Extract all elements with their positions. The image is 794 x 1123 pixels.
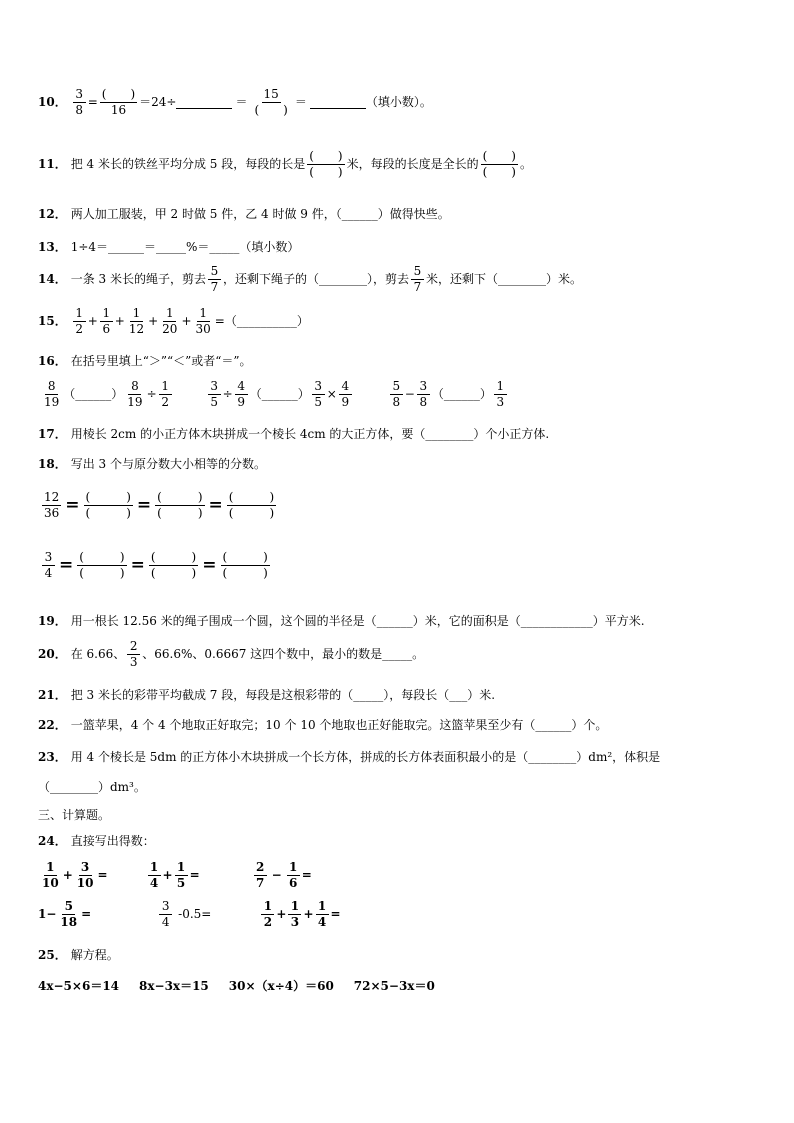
answer-fraction-blank[interactable]: $\frac{( )}{( )}$ — [228, 490, 275, 520]
fraction: $\frac{3}{4}$ — [42, 551, 55, 579]
question-25-equations — [38, 979, 754, 993]
fraction: $\frac{4}{9}$ — [339, 380, 352, 408]
question-number: 12． — [38, 207, 67, 221]
question-number: 14． — [38, 271, 67, 286]
question-25: 25． 解方程。 — [38, 948, 119, 962]
question-24-row-2: 1− $\frac{5}{18}$ = $\frac{3}{4}$ -0.5= $\frac{1}{2}$ + $\frac{1}{3}$ + $\frac{1}{4}$ = — [38, 899, 341, 929]
fraction: $\frac{1}{2}$ — [159, 380, 172, 408]
fraction: $\frac{3}{8}$ — [73, 88, 86, 116]
fraction: $\frac{( )}{16}$ — [101, 87, 136, 117]
fraction: $\frac{8}{19}$ — [127, 379, 143, 409]
fraction: $\frac{1}{6}$ — [100, 307, 113, 335]
fraction: $\frac{1}{20}$ — [162, 306, 178, 336]
fraction: $\frac{1}{3}$ — [494, 380, 507, 408]
equation: 72×5−3x＝0 — [353, 979, 435, 993]
question-12: 12． 两人加工服装，甲 2 时做 5 件，乙 4 时做 9 件，（______）做得快些。 — [38, 207, 450, 221]
question-number: 24． — [38, 834, 67, 848]
question-24-row-1: $\frac{1}{10}$ + $\frac{3}{10}$ = $\frac{1}{4}$ + $\frac{1}{5}$ = $\frac{2}{7}$ − $\frac{1}{6}$ = — [42, 860, 312, 890]
question-23: 23． 用 4 个棱长是 5dm 的正方体小木块拼成一个长方体，拼成的长方体表面积最小的是（________）dm²，体积是 — [38, 750, 661, 764]
fraction: $\frac{1}{4}$ — [148, 861, 161, 889]
equation: 4x−5×6＝14 — [38, 979, 120, 993]
question-number: 15． — [38, 313, 67, 328]
question-18-row-1: $\frac{12}{36}$ = $\frac{( )}{( )}$ = $\frac{( )}{( )}$ = $\frac{( )}{( )}$ — [44, 490, 275, 520]
fraction: $\frac{2}{7}$ — [254, 861, 267, 889]
fraction: $\frac{5}{7}$ — [411, 265, 424, 293]
fraction: $\frac{8}{19}$ — [44, 379, 60, 409]
question-16: 16． 在括号里填上“＞”“＜”或者“＝”。 — [38, 354, 252, 368]
question-number: 17． — [38, 427, 67, 441]
question-22: 22． 一篮苹果，4 个 4 个地取正好取完；10 个 10 个地取也正好能取完。这篮苹果至少有（______）个。 — [38, 718, 608, 732]
fraction: $\frac{1}{5}$ — [175, 861, 188, 889]
equation: 8x−3x＝15 — [139, 979, 209, 993]
answer-fraction-blank[interactable]: $\frac{( )}{( )}$ — [85, 490, 131, 520]
fraction: $\frac{5}{7}$ — [208, 265, 221, 293]
fraction: $\frac{3}{4}$ — [159, 900, 172, 928]
fraction: $\frac{3}{10}$ — [76, 860, 94, 890]
fraction: $\frac{3}{5}$ — [312, 380, 325, 408]
question-number: 22． — [38, 718, 67, 732]
question-19: 19． 用一根长 12.56 米的绳子围成一个圆，这个圆的半径是（______）米，它的面积是（____________）平方米. — [38, 614, 645, 628]
answer-fraction-blank[interactable]: $\frac{( )}{( )}$ — [482, 149, 516, 179]
fraction: $\frac{1}{12}$ — [128, 306, 145, 336]
answer-fraction-blank[interactable]: $\frac{( )}{( )}$ — [79, 550, 125, 580]
question-number: 25． — [38, 948, 67, 962]
question-18: 18． 写出 3 个与原分数大小相等的分数。 — [38, 457, 266, 471]
question-10: 10． $\frac{3}{8}$ = $\frac{( )}{16}$ ＝24÷ ＝ $\frac{15}{( )}$ ＝ （填小数）。 — [38, 87, 432, 117]
section-heading: 三、计算题。 — [38, 808, 111, 822]
answer-fraction-blank[interactable]: $\frac{( )}{( )}$ — [157, 490, 203, 520]
question-21: 21． 把 3 米长的彩带平均截成 7 段，每段是这根彩带的（_____），每段长（___）米. — [38, 688, 496, 702]
answer-blank[interactable] — [176, 96, 232, 109]
answer-paren[interactable]: （______） — [431, 386, 492, 401]
fraction: $\frac{2}{3}$ — [127, 640, 140, 668]
fraction: $\frac{3}{5}$ — [208, 380, 221, 408]
fraction: $\frac{1}{30}$ — [195, 306, 211, 336]
answer-blank[interactable] — [310, 96, 366, 109]
fraction: $\frac{1}{10}$ — [42, 860, 59, 890]
question-20: 20． 在 6.66、 $\frac{2}{3}$ 、66.6%、0.6667 这四个数中，最小的数是_____。 — [38, 639, 425, 669]
question-number: 13． — [38, 240, 67, 254]
question-14: 14． 一条 3 米长的绳子，剪去 $\frac{5}{7}$ ，还剩下绳子的（________），剪去 $\frac{5}{7}$ 米，还剩下（________）米。 — [38, 264, 582, 294]
fraction: $\frac{1}{3}$ — [288, 900, 301, 928]
fraction: $\frac{1}{4}$ — [316, 900, 329, 928]
answer-fraction-blank[interactable]: $\frac{( )}{( )}$ — [309, 149, 343, 179]
fraction: $\frac{5}{8}$ — [390, 380, 403, 408]
question-number: 16． — [38, 354, 67, 368]
fraction: $\frac{15}{( )}$ — [254, 87, 288, 117]
question-23-continued: （________）dm³。 — [38, 780, 146, 794]
fraction: $\frac{12}{36}$ — [44, 490, 60, 520]
question-number: 18． — [38, 457, 67, 471]
fraction: $\frac{5}{18}$ — [60, 899, 78, 929]
question-number: 23． — [38, 750, 67, 764]
question-18-row-2: $\frac{3}{4}$ = $\frac{( )}{( )}$ = $\frac{( )}{( )}$ = $\frac{( )}{( )}$ — [40, 551, 754, 579]
answer-fraction-blank[interactable]: $\frac{( )}{( )}$ — [150, 550, 197, 580]
equation: 30×（x÷4）＝60 — [228, 979, 334, 993]
question-17: 17． 用棱长 2cm 的小正方体木块拼成一个棱长 4cm 的大正方体，要（________）个小正方体. — [38, 427, 550, 441]
question-number: 10． — [38, 94, 67, 109]
fraction: $\frac{4}{9}$ — [235, 380, 248, 408]
question-15: 15． $\frac{1}{2}$ + $\frac{1}{6}$ + $\frac{1}{12}$ + $\frac{1}{20}$ + $\frac{1}{30}$ =（__________） — [38, 306, 309, 336]
fraction: $\frac{1}{2}$ — [261, 900, 274, 928]
question-number: 19． — [38, 614, 67, 628]
fraction: $\frac{3}{8}$ — [417, 380, 430, 408]
answer-fraction-blank[interactable]: $\frac{( )}{( )}$ — [222, 550, 268, 580]
question-16-comparisons: $\frac{8}{19}$ （______） $\frac{8}{19}$ ÷ $\frac{1}{2}$ $\frac{3}{5}$ ÷ $\frac{4}{9}$ （______） $\frac{3}{5}$ × $\frac{4}{9}$ $\frac{5}{8}$ − $\frac{3}{8}$ （______） $\frac{1}{3}$ — [40, 380, 754, 408]
question-number: 21． — [38, 688, 67, 702]
question-11: 11． 把 4 米长的铁丝平均分成 5 段，每段的长是 $\frac{( )}{( )}$ 米，每段的长度是全长的 $\frac{( )}{( )}$ 。 — [38, 149, 533, 179]
question-24: 24． 直接写出得数： — [38, 834, 155, 848]
question-number: 11． — [38, 156, 67, 171]
question-13: 13． 1÷4＝______＝_____%＝_____（填小数） — [38, 240, 300, 254]
question-number: 20． — [38, 646, 67, 661]
answer-paren[interactable]: （______） — [249, 386, 310, 401]
answer-paren[interactable]: （______） — [63, 386, 124, 401]
fraction: $\frac{1}{2}$ — [73, 307, 86, 335]
fraction: $\frac{1}{6}$ — [287, 861, 300, 889]
